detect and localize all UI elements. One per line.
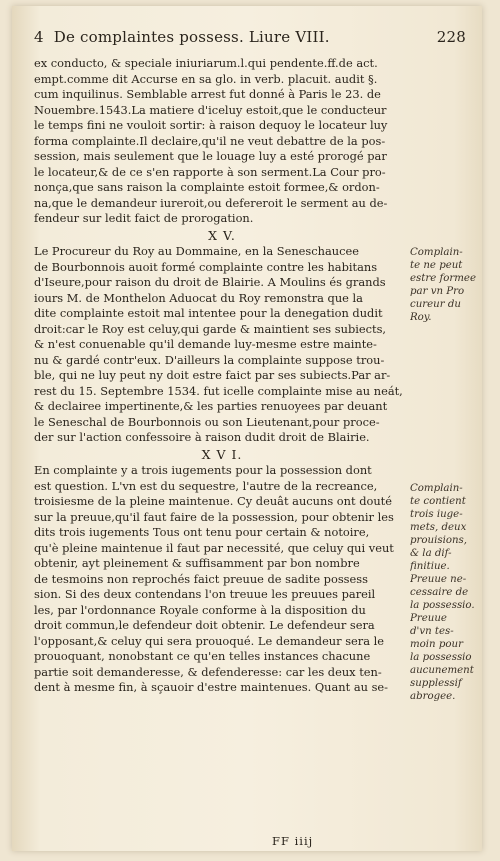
text-line: supplessif (410, 678, 462, 689)
text-line: forma complainte.Il declaire,qu'il ne veut debattre de la pos- (34, 133, 386, 148)
text-line: trois iuge- (410, 509, 463, 520)
text-line: Preuue (410, 613, 447, 624)
text-line: session, mais seulement que le louage luy a esté prorogé par (34, 149, 387, 163)
text-line: dite complainte estoit mal intentee pour la denegation dudit (34, 306, 383, 320)
text-line: dent à mesme fin, à sçauoir d'estre maintenues. Quant au se- (34, 680, 388, 694)
margin-note-2 (410, 482, 482, 703)
text-line: de tesmoins non reprochés faict preuue de sadite possess (34, 571, 368, 586)
text-line: & declairee impertinente,& les parties renuoyees par deuant (34, 399, 388, 413)
text-line: Nouembre.1543.La matiere d'iceluy estoit,que le conducteur (34, 102, 387, 117)
margin-note-1 (410, 246, 482, 324)
text-line: partie soit demanderesse, & defenderesse: car les deux ten- (34, 664, 382, 679)
text-line: Complain- (410, 483, 463, 494)
header-left (34, 28, 330, 46)
text-line: sur la preuue,qu'il faut faire de la possession, pour obtenir les (34, 509, 394, 524)
text-line: rest du 15. Septembre 1534. fut icelle complainte mise au neát, (34, 383, 403, 398)
text-line: les, par l'ordonnance Royale conforme à la disposition du (34, 602, 366, 617)
text-line: moin pour (410, 639, 463, 650)
text-line: te ne peut (410, 260, 463, 271)
text-line: mets, deux (410, 522, 467, 533)
text-line: Preuue ne- (410, 574, 467, 585)
text-line: par vn Pro (410, 286, 465, 297)
text-line: nu & gardé contr'eux. D'ailleurs la complainte suppose trou- (34, 352, 385, 367)
text-line: qu'è pleine maintenue il faut par necessité, que celuy qui veut (34, 540, 394, 555)
text-line: Le Procureur du Roy au Dommaine, en la Seneschaucee (34, 244, 359, 258)
text-line: ex conducto, & speciale iniuriarum.l.qui pendente.ff.de act. (34, 56, 378, 70)
running-title: De complaintes possess. Liure VIII. (53, 28, 330, 46)
text-line: empt.comme dit Accurse en sa glo. in verb. placuit. audit §. (34, 71, 378, 86)
text-line: le temps fini ne vouloit sortir: à raison dequoy le locateur luy (34, 118, 388, 132)
text-line: abrogee. (410, 691, 456, 702)
text-line: aucunement (410, 665, 474, 676)
signature-mark: FF iiij (272, 834, 314, 848)
text-line: prouisions, (410, 535, 467, 546)
text-line: cum inquilinus. Semblable arrest fut donné à Paris le 23. de (34, 87, 381, 101)
running-header (34, 28, 466, 46)
text-line: fendeur sur ledit faict de prorogation. (34, 211, 254, 225)
text-line: de Bourbonnois auoit formé complainte contre les habitans (34, 259, 378, 274)
text-line: Roy. (410, 312, 432, 323)
text-line: dits trois iugements Tous ont tenu pour certain & notoire, (34, 525, 370, 539)
text-line: troisiesme de la pleine maintenue. Cy deuât aucuns ont douté (34, 494, 392, 508)
text-line: le locateur,& de ce s'en rapporte à son serment.La Cour pro- (34, 164, 386, 179)
text-line: sion. Si des deux contendans l'on treuue les preuues pareil (34, 587, 376, 601)
text-line: la possessio. (410, 600, 475, 611)
text-line: droit:car le Roy est celuy,qui garde & maintient ses subiects, (34, 321, 387, 336)
text-line: te contient (410, 496, 466, 507)
text-line: d'Iseure,pour raison du droit de Blairie. A Moulins és grands (34, 275, 386, 289)
text-body (34, 56, 410, 696)
section-heading-xvi: X V I. (201, 446, 243, 462)
text-line: En complainte y a trois iugements pour la possession dont (34, 463, 372, 477)
section-heading-xv: X V. (208, 227, 236, 243)
paragraph-block-2 (34, 244, 410, 446)
text-line: na,que le demandeur iureroit,ou defereroit le serment au de- (34, 195, 388, 210)
text-line: obtenir, ayt pleinement & suffisamment par bon nombre (34, 556, 360, 570)
text-line: der sur l'action confessoire à raison dudit droit de Blairie. (34, 430, 370, 444)
text-line: & la dif- (410, 548, 452, 559)
text-line: le Seneschal de Bourbonnois ou son Lieutenant,pour proce- (34, 414, 380, 429)
text-line: finitiue. (410, 561, 450, 572)
text-line: d'vn tes- (410, 626, 454, 637)
text-line: estre formee (410, 273, 476, 284)
text-line: iours M. de Monthelon Aduocat du Roy remonstra que la (34, 290, 363, 305)
paragraph-block-1 (34, 56, 410, 227)
text-line: cessaire de (410, 587, 469, 598)
text-line: ble, qui ne luy peut ny doit estre faict par ses subiects.Par ar- (34, 368, 391, 382)
page-reference: 4 (34, 28, 44, 46)
text-line: prouoquant, nonobstant ce qu'en telles instances chacune (34, 649, 371, 663)
text-line: la possessio (410, 652, 472, 663)
text-line: Complain- (410, 247, 463, 258)
text-line: l'opposant,& celuy qui sera prouoqué. Le demandeur sera le (34, 633, 385, 648)
paragraph-block-3 (34, 463, 410, 696)
text-line: cureur du (410, 299, 461, 310)
text-line: est question. L'vn est du sequestre, l'autre de la recreance, (34, 478, 378, 493)
text-line: & n'est conuenable qu'il demande luy-mesme estre mainte- (34, 337, 377, 351)
text-line: nonça,que sans raison la complainte estoit formee,& ordon- (34, 180, 380, 194)
page-number: 228 (436, 28, 466, 46)
book-page (12, 6, 482, 851)
text-line: droit commun,le defendeur doit obtenir. Le defendeur sera (34, 618, 375, 632)
